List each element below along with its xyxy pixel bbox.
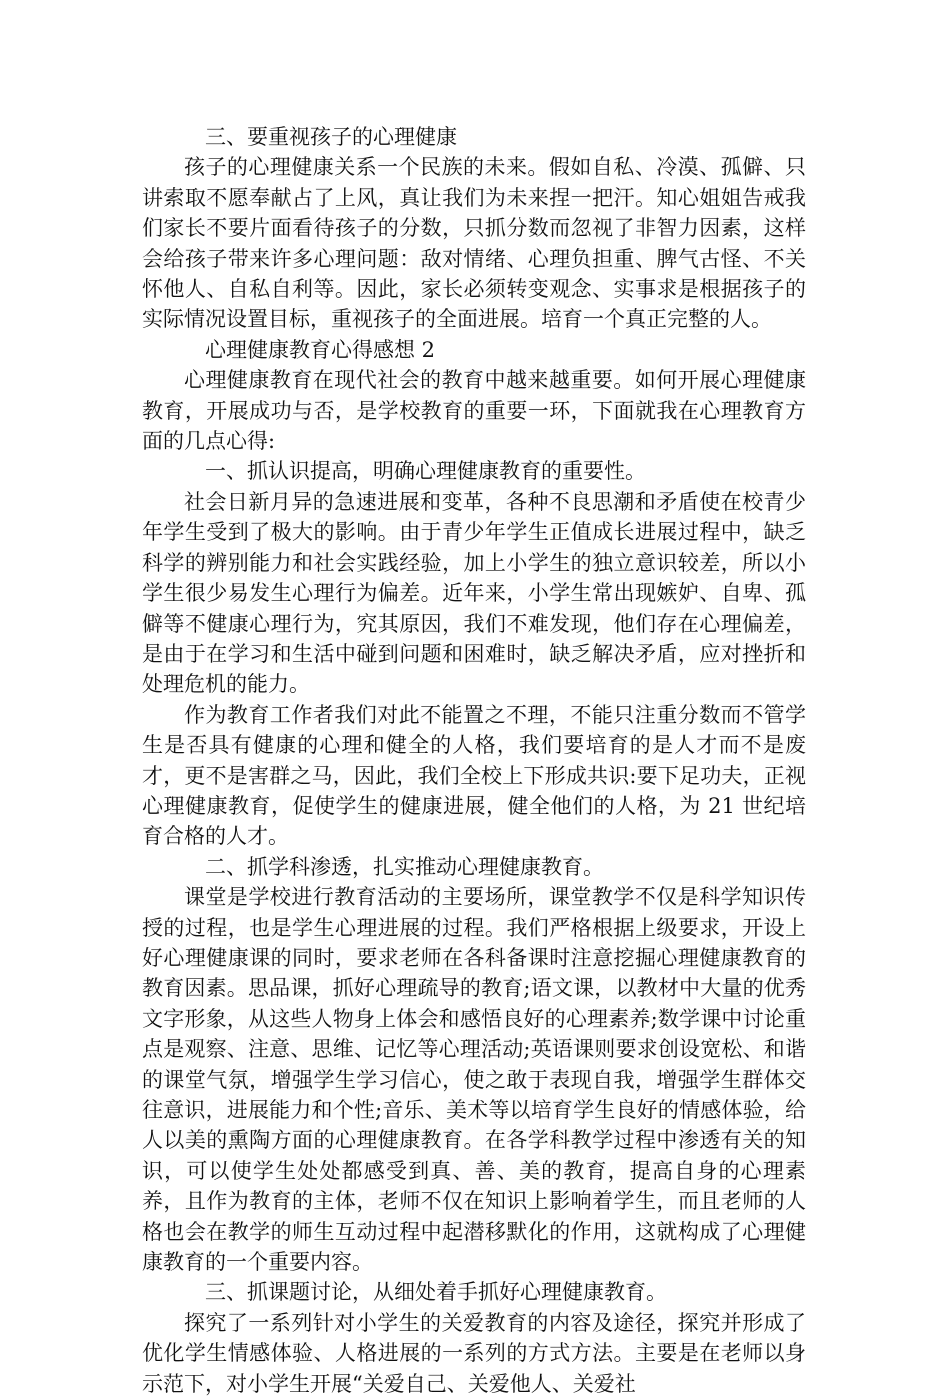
body-paragraph: 社会日新月异的急速进展和变革，各种不良思潮和矛盾使在校青少年学生受到了极大的影响。由于青少年学生正值成长进展过程中，缺乏科学的辨别能力和社会实践经验，加上小学生的独立意识较差，所以小学生很少易发生心理行为偏差。近年来，小学生常出现嫉妒、自卑、孤僻等不健康心理行为，究其原因，我们不难发现，他们存在心理偏差，是由于在学习和生活中碰到问题和困难时，缺乏解决矛盾，应对挫折和处理危机的能力。 [142, 489, 806, 697]
section-heading: 三、抓课题讨论，从细处着手抓好心理健康教育。 [205, 1280, 667, 1305]
body-paragraph: 心理健康教育在现代社会的教育中越来越重要。如何开展心理健康教育，开展成功与否，是学校教育的重要一环，下面就我在心理教育方面的几点心得: [142, 368, 806, 454]
body-paragraph: 课堂是学校进行教育活动的主要场所，课堂教学不仅是科学知识传授的过程，也是学生心理进展的过程。我们严格根据上级要求，开设上好心理健康课的同时，要求老师在各科备课时注意挖掘心理健康教育的教育因素。思品课，抓好心理疏导的教育;语文课，以教材中大量的优秀文字形象，从这些人物身上体会和感悟良好的心理素养;数学课中讨论重点是观察、注意、思维、记忆等心理活动;英语课则要求创设宽松、和谐的课堂气氛，增强学生学习信心，使之敢于表现自我，增强学生群体交往意识，进展能力和个性;音乐、美术等以培育学生良好的情感体验，给人以美的熏陶方面的心理健康教育。在各学科教学过程中渗透有关的知识，可以使学生处处都感受到真、善、美的教育，提高自身的心理素养，且作为教育的主体，老师不仅在知识上影响着学生，而且老师的人格也会在教学的师生互动过程中起潜移默化的作用，这就构成了心理健康教育的一个重要内容。 [142, 885, 806, 1275]
article-title: 心理健康教育心得感想 2 [205, 337, 436, 362]
body-paragraph: 探究了一系列针对小学生的关爱教育的内容及途径，探究并形成了优化学生情感体验、人格进展的一系列的方式方法。主要是在老师以身示范下，对小学生开展“关爱自己、关爱他人、关爱社 [142, 1310, 806, 1396]
section-heading: 二、抓学科渗透，扎实推动心理健康教育。 [205, 854, 604, 879]
section-heading: 三、要重视孩子的心理健康 [205, 125, 457, 149]
document-body [142, 122, 806, 1399]
body-paragraph: 作为教育工作者我们对此不能置之不理，不能只注重分数而不管学生是否具有健康的心理和健全的人格，我们要培育的是人才而不是废才，更不是害群之马，因此，我们全校上下形成共识:要下足功夫，正视心理健康教育，促使学生的健康进展，健全他们的人格，为 21 世纪培育合格的人才。 [142, 702, 806, 849]
section-heading: 一、抓认识提高，明确心理健康教育的重要性。 [205, 459, 646, 484]
body-paragraph: 孩子的心理健康关系一个民族的未来。假如自私、冷漠、孤僻、只讲索取不愿奉献占了上风，真让我们为未来捏一把汗。知心姐姐告戒我们家长不要片面看待孩子的分数，只抓分数而忽视了非智力因素，这样会给孩子带来许多心理问题：敌对情绪、心理负担重、脾气古怪、不关怀他人、自私自利等。因此，家长必须转变观念、实事求是根据孩子的实际情况设置目标，重视孩子的全面进展。培育一个真正完整的人。 [142, 155, 806, 332]
